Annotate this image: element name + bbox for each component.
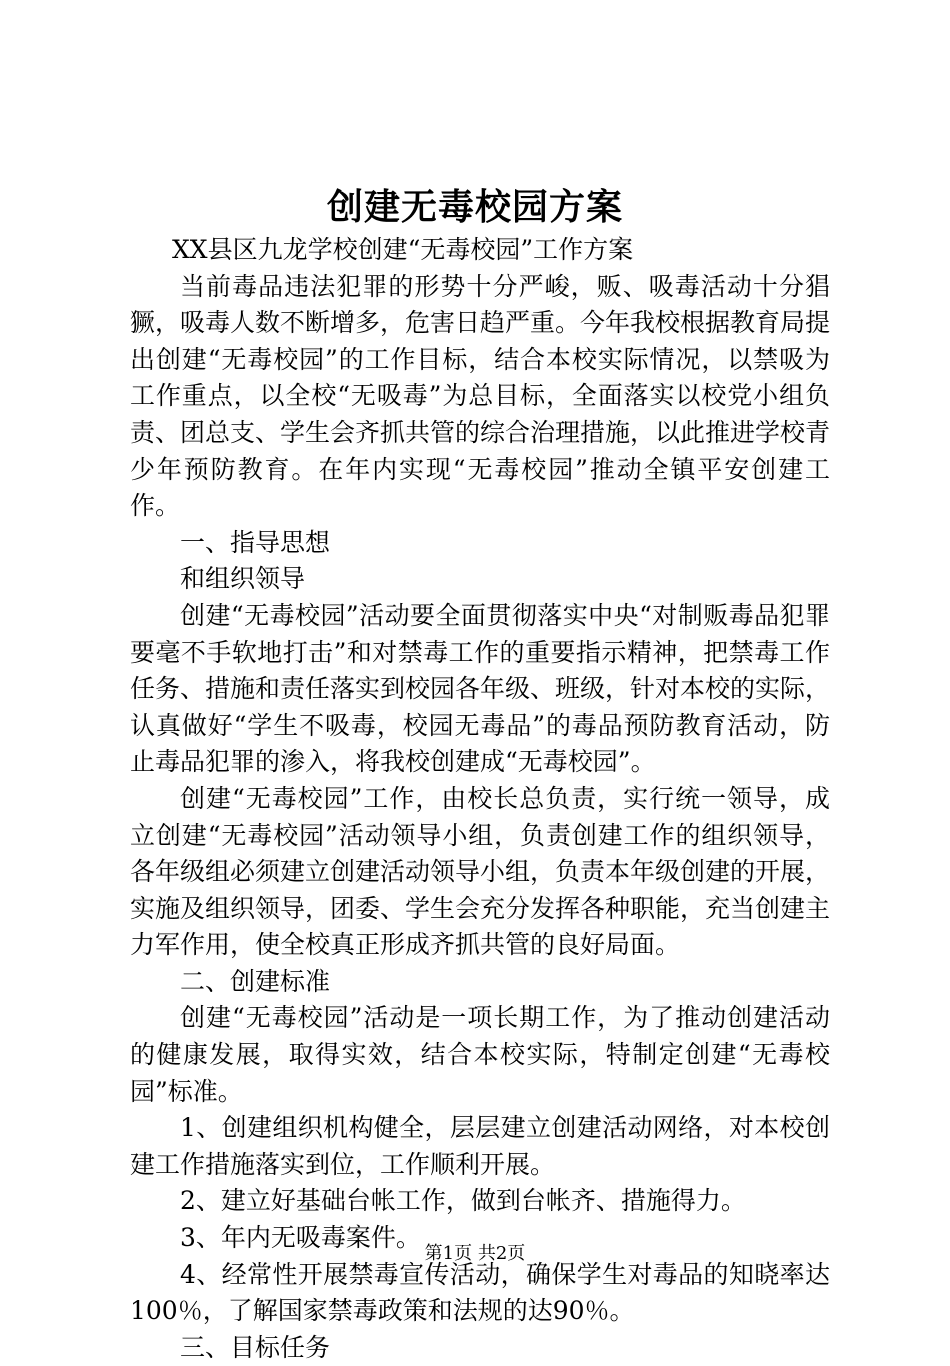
list-item: 4、经常性开展禁毒宣传活动，确保学生对毒品的知晓率达100％，了解国家禁毒政策和法规的达90％。 xyxy=(130,1259,830,1326)
section-heading-leadership: 和组织领导 xyxy=(180,564,306,594)
list-item: 2、建立好基础台帐工作，做到台帐齐、措施得力。 xyxy=(180,1186,746,1216)
document-title: 创建无毒校园方案 xyxy=(326,186,623,228)
section-heading-standards: 二、创建标准 xyxy=(180,966,331,996)
paragraph-standards: 创建“无毒校园”活动是一项长期工作，为了推动创建活动的健康发展，取得实效，结合本校实际，特制定创建“无毒校园”标准。 xyxy=(130,1003,830,1106)
section-heading-goals: 三、目标任务 xyxy=(180,1332,331,1362)
paragraph-intro: 当前毒品违法犯罪的形势十分严峻，贩、吸毒活动十分猖獗，吸毒人数不断增多，危害日趋严重。今年我校根据教育局提出创建“无毒校园”的工作目标，结合本校实际情况，以禁吸为工作重点，以全校“无吸毒”为总目标，全面落实以校党小组负责、团总支、学生会齐抓共管的综合治理措施，以此推进学校青少年预防教育。在年内实现“无毒校园”推动全镇平安创建工作。 xyxy=(130,271,831,521)
paragraph-guidance: 创建“无毒校园”活动要全面贯彻落实中央“对制贩毒品犯罪要毫不手软地打击”和对禁毒工作的重要指示精神，把禁毒工作任务、措施和责任落实到校园各年级、班级，针对本校的实际，认真做好“学生不吸毒，校园无毒品”的毒品预防教育活动，防止毒品犯罪的渗入，将我校创建成“无毒校园”。 xyxy=(130,600,831,777)
list-item: 3、年内无吸毒案件。 xyxy=(180,1223,421,1253)
section-heading-guiding-thought: 一、指导思想 xyxy=(180,527,331,557)
document-body xyxy=(130,232,830,1366)
page-number-footer: 第1页 共2页 xyxy=(424,1243,526,1264)
document-subtitle: XX县区九龙学校创建“无毒校园”工作方案 xyxy=(172,235,634,264)
list-item: 1、创建组织机构健全，层层建立创建活动网络，对本校创建工作措施落实到位，工作顺利开展。 xyxy=(130,1113,830,1179)
paragraph-leadership: 创建“无毒校园”工作，由校长总负责，实行统一领导，成立创建“无毒校园”活动领导小组，负责创建工作的组织领导，各年级组必须建立创建活动领导小组，负责本年级创建的开展，实施及组织领导，团委、学生会充分发挥各种职能，充当创建主力军作用，使全校真正形成齐抓共管的良好局面。 xyxy=(130,783,831,960)
